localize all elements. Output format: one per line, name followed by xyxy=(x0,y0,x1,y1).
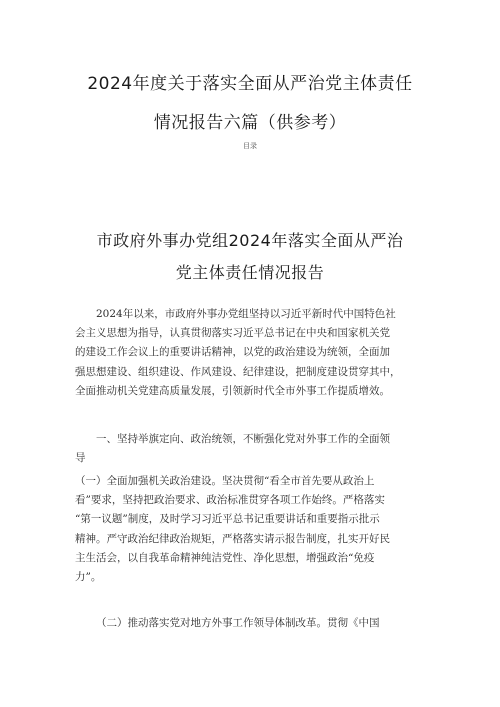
paragraph-line: “第一议题”制度，及时学习习近平总书记重要讲话和重要指示批示 xyxy=(75,513,380,526)
paragraph-line: 的建设工作会议上的重要讲话精神，以党的政治建设为统领，全面加 xyxy=(75,346,390,359)
subsection-two-paragraph xyxy=(75,614,427,633)
paragraph-line: 会主义思想为指导，认真贯彻落实习近平总书记在中央和国家机关党 xyxy=(75,327,390,340)
paragraph-line: 一、坚持举旗定向、政治统领，不断强化党对外事工作的全面领 xyxy=(96,433,390,445)
table-of-contents-label[interactable]: 目录 xyxy=(243,142,257,150)
paragraph-line: 全面推动机关党建高质量发展，引领新时代全市外事工作提质增效。 xyxy=(75,384,390,397)
section-heading-one xyxy=(75,430,427,468)
paragraph-line: 主生活会，以自我革命精神纯洁党性、净化思想，增强政治“免疫 xyxy=(75,551,375,564)
intro-paragraph xyxy=(75,305,427,401)
paragraph-line: 精神。严守政治纪律政治规矩，严格落实请示报告制度，扎实开好民 xyxy=(75,532,390,545)
paragraph-line: 2024年以来，市政府外事办党组坚持以习近平新时代中国特色社 xyxy=(96,308,396,320)
paragraph-line: 导 xyxy=(75,452,86,465)
paragraph-line: 看”要求，坚持把政治要求、政治标准贯穿各项工作始终。严格落实 xyxy=(75,494,385,507)
report-heading-line-1: 市政府外事办党组2024年落实全面从严治 xyxy=(96,231,404,250)
paragraph-line: 强思想建设、组织建设、作风建设、纪律建设，把制度建设贯穿其中， xyxy=(75,365,401,378)
subsection-one-paragraph xyxy=(75,472,427,587)
paragraph-line: （一）全面加强机关政治建设。坚决贯彻“看全市首先要从政治上 xyxy=(75,475,375,487)
document-title-line-1: 2024年度关于落实全面从严治党主体责任 xyxy=(87,74,413,94)
paragraph-line: （二）推动落实党对地方外事工作领导体制改革。贯彻《中国 xyxy=(96,617,380,629)
report-heading-line-2: 党主体责任情况报告 xyxy=(175,263,325,282)
paragraph-line: 力”。 xyxy=(75,571,102,584)
document-title-line-2: 情况报告六篇（供参考） xyxy=(153,113,347,133)
